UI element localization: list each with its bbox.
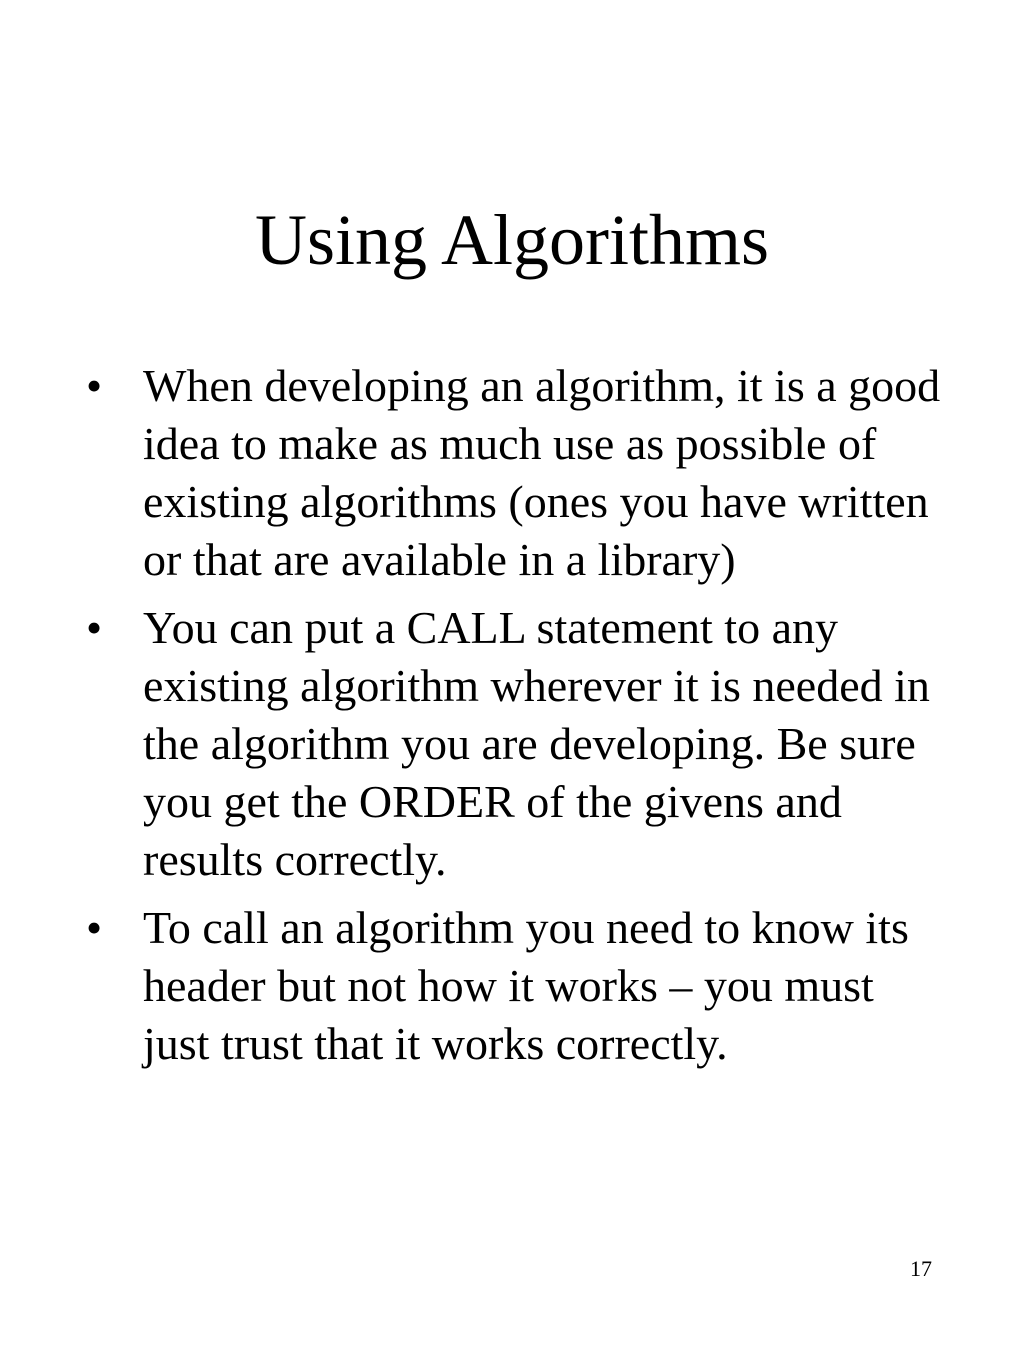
bullet-text: To call an algorithm you need to know its header but not how it works – you must just trust that it works correctly.	[143, 902, 909, 1069]
bullet-icon: •	[86, 360, 103, 411]
bullet-item	[86, 599, 946, 889]
bullet-item	[86, 357, 946, 589]
bullet-icon: •	[86, 602, 103, 653]
bullet-list	[86, 357, 946, 1083]
bullet-item	[86, 899, 946, 1073]
bullet-text: When developing an algorithm, it is a good idea to make as much use as possible of existing algorithms (ones you have written or that are available in a library)	[143, 360, 941, 585]
bullet-text: You can put a CALL statement to any existing algorithm wherever it is needed in the algorithm you are developing. Be sure you get the ORDER of the givens and results correctly.	[143, 602, 930, 885]
bullet-icon: •	[86, 902, 103, 953]
page-number: 17	[910, 1256, 932, 1281]
slide-title: Using Algorithms	[254, 200, 770, 280]
